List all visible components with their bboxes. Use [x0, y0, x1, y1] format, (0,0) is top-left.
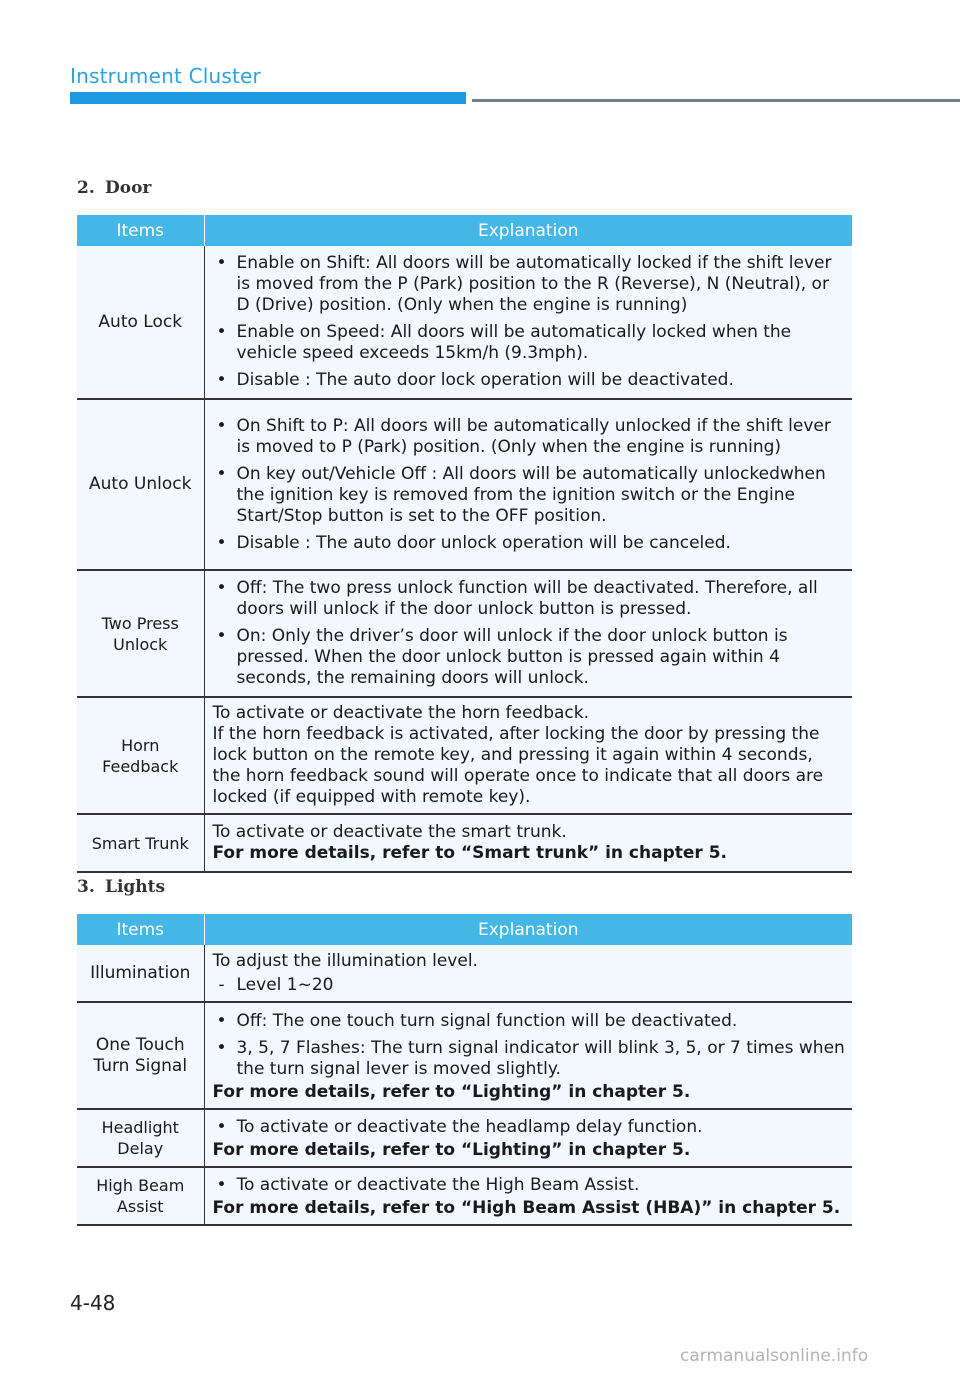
bullet-item: • Disable : The auto door lock operation will be deactivated.: [213, 370, 847, 391]
section-number: 3.: [77, 877, 95, 897]
explanation-text: If the horn feedback is activated, after locking the door by pressing the lock button on the remote key, and pressing it again within 4 seconds, the horn feedback sound will operate once to indicate that all doors are locked (if equipped with remote key).: [212, 724, 824, 807]
table-row: [77, 1167, 852, 1225]
bullet-item: • 3, 5, 7 Flashes: The turn signal indicator will blink 3, 5, or 7 times when the turn signal lever is moved slightly.: [213, 1038, 847, 1080]
reference-note: For more details, refer to “Smart trunk” in chapter 5.: [212, 843, 727, 863]
item-smart-trunk: Smart Trunk: [77, 814, 204, 872]
page-number: 4-48: [70, 1291, 116, 1315]
reference-note: For more details, refer to “Lighting” in chapter 5.: [212, 1081, 691, 1102]
table-row: [77, 1002, 852, 1109]
column-header-explanation: Explanation: [204, 914, 852, 945]
header-bar-blue: [70, 92, 466, 104]
bullet-item: • Enable on Shift: All doors will be automatically locked if the shift lever is moved from the P (Park) position to the R (Reverse), N (Neutral), or D (Drive) position. (Only when the engine is running): [213, 253, 847, 316]
section-title: Lights: [105, 877, 166, 897]
table-row: [77, 246, 852, 399]
item-illumination: Illumination: [77, 945, 204, 1002]
column-header-items: Items: [77, 215, 204, 246]
reference-note: For more details, refer to “Lighting” in chapter 5.: [212, 1140, 691, 1160]
section-title: Door: [105, 178, 152, 198]
item-auto-lock: Auto Lock: [77, 246, 204, 399]
section-number: 2.: [77, 178, 95, 198]
explanation-text: To activate or deactivate the horn feedback.: [212, 703, 590, 723]
explanation-cell: [204, 1167, 852, 1225]
explanation-cell: [204, 814, 852, 872]
bullet-item: • Disable : The auto door unlock operation will be canceled.: [213, 533, 847, 554]
column-header-items: Items: [77, 914, 204, 945]
watermark: carmanualsonline.info: [680, 1346, 869, 1366]
bullet-item: • Off: The one touch turn signal function will be deactivated.: [213, 1011, 847, 1032]
bullet-item: • On key out/Vehicle Off : All doors will be automatically unlockedwhen the ignition key is removed from the ignition switch or the Engine Start/Stop button is set to the OFF position.: [213, 464, 847, 527]
explanation-cell: [204, 570, 852, 697]
table-header-row: [77, 215, 852, 246]
item-auto-unlock: Auto Unlock: [77, 399, 204, 570]
explanation-cell: [204, 1002, 852, 1109]
table-row: [77, 399, 852, 570]
bullet-item: • To activate or deactivate the headlamp delay function.: [213, 1117, 847, 1138]
explanation-cell: [204, 1109, 852, 1167]
door-table: [77, 215, 852, 873]
item-horn-feedback: Horn Feedback: [77, 697, 204, 814]
table-row: [77, 814, 852, 872]
bullet-item: • On Shift to P: All doors will be automatically unlocked if the shift lever is moved to P (Park) position. (Only when the engine is running): [213, 416, 847, 458]
table-row: [77, 697, 852, 814]
table-row: [77, 570, 852, 697]
bullet-item: • Off: The two press unlock function will be deactivated. Therefore, all doors will unlock if the door unlock button is pressed.: [213, 578, 847, 620]
table-header-row: [77, 914, 852, 945]
explanation-cell: [204, 945, 852, 1002]
item-two-press-unlock: Two Press Unlock: [77, 570, 204, 697]
explanation-cell: [204, 246, 852, 399]
item-headlight-delay: Headlight Delay: [77, 1109, 204, 1167]
table-row: [77, 945, 852, 1002]
column-header-explanation: Explanation: [204, 215, 852, 246]
explanation-text: To activate or deactivate the smart trunk.: [212, 822, 567, 842]
explanation-cell: [204, 697, 852, 814]
bullet-item: • Enable on Speed: All doors will be automatically locked when the vehicle speed exceeds 15km/h (9.3mph).: [213, 322, 847, 364]
bullet-item: • To activate or deactivate the High Beam Assist.: [213, 1175, 847, 1196]
lights-table: [77, 914, 852, 1226]
dash-item: - Level 1~20: [213, 975, 847, 996]
header-title: Instrument Cluster: [70, 64, 261, 88]
table-row: [77, 1109, 852, 1167]
section-heading-door: [77, 178, 151, 198]
item-one-touch-turn-signal: One Touch Turn Signal: [77, 1002, 204, 1109]
explanation-cell: [204, 399, 852, 570]
section-heading-lights: [77, 877, 165, 897]
explanation-text: To adjust the illumination level.: [212, 950, 478, 971]
reference-note: For more details, refer to “High Beam Assist (HBA)” in chapter 5.: [212, 1198, 841, 1218]
header-bar-gray: [472, 99, 960, 102]
bullet-item: • On: Only the driver’s door will unlock if the door unlock button is pressed. When the door unlock button is pressed again within 4 seconds, the remaining doors will unlock.: [213, 626, 847, 689]
item-high-beam-assist: High Beam Assist: [77, 1167, 204, 1225]
